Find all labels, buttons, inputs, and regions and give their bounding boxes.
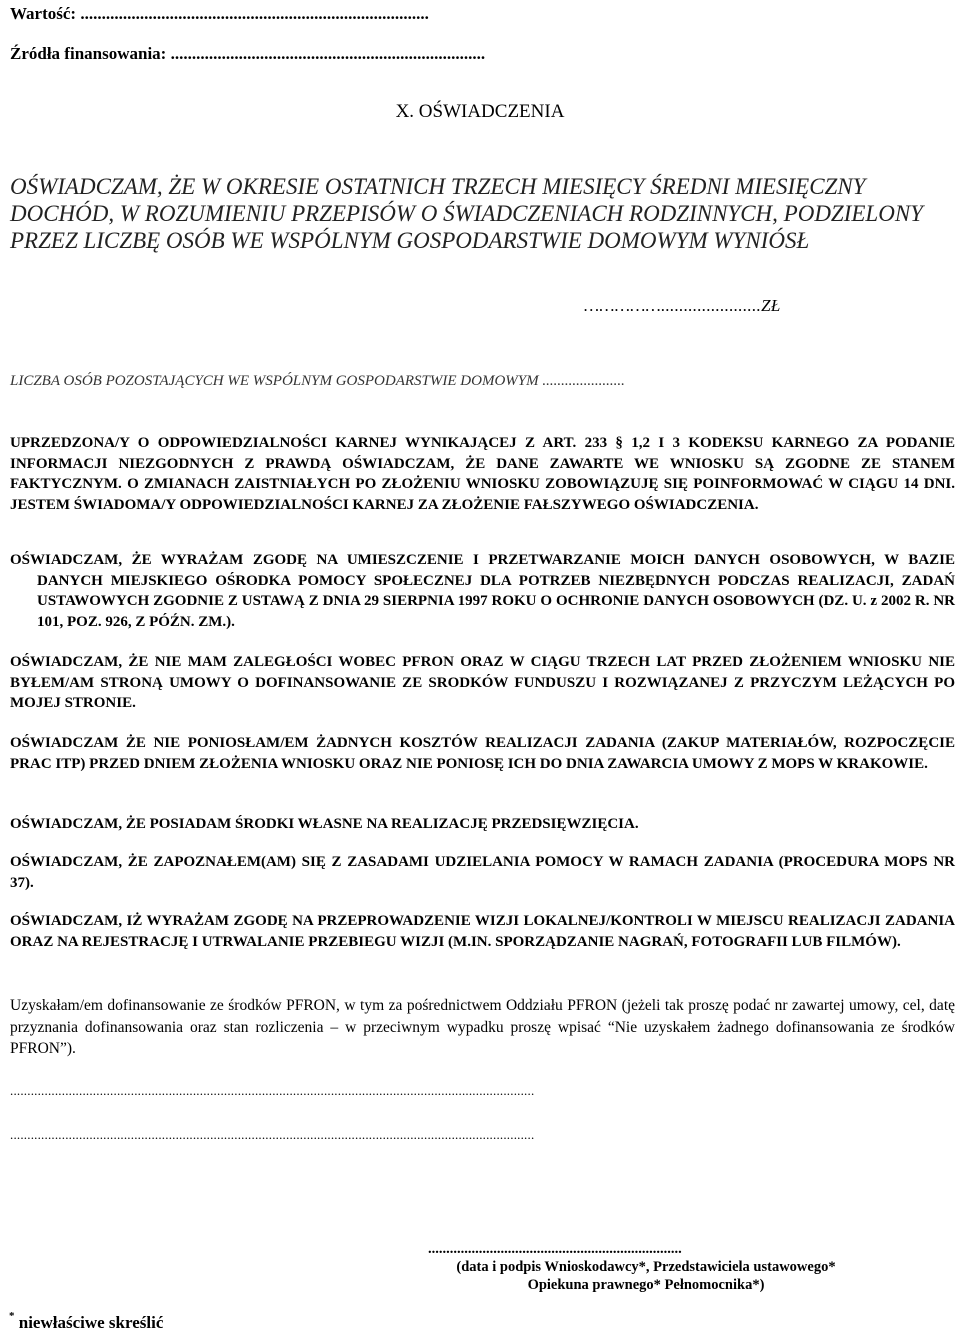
value-field-label: Wartość: .................................................................................. <box>10 4 429 23</box>
pfron-answer-line-1[interactable]: ........................................................................................................................................................ <box>10 1083 535 1098</box>
signature-block <box>416 1240 876 1294</box>
household-persons-label: LICZBA OSÓB POZOSTAJĄCYCH WE WSPÓLNYM GOSPODARSTWIE DOMOWYM ...................... <box>10 373 625 389</box>
pfron-funding-statement: Uzyskałam/em dofinansowanie ze środków PFRON, w tym za pośrednictwem Oddziału PFRON (jeżeli tak proszę podać nr zawartej umowy, cel, datę przyznania dofinansowania oraz stan rozliczenia – w przeciwnym wypadku proszę wpisać “Nie uzyskałem żadnego dofinansowania ze środków PFRON”). <box>10 997 955 1057</box>
footnote <box>9 1310 163 1333</box>
declaration-no-costs: OŚWIADCZAM ŻE NIE PONIOSŁAM/EM ŻADNYCH KOSZTÓW REALIZACJI ZADANIA (ZAKUP MATERIAŁÓW, ROZPOCZĘCIE PRAC ITP) PRZED DNIEM ZŁOŻENIA WNIOSKU ORAZ NIE PONIOSĘ ICH DO DNIA ZAWARCIA UMOWY Z MOPS W KRAKOWIE. <box>10 735 955 772</box>
funding-sources-label: Źródła finansowania: .......................................................................... <box>10 44 486 63</box>
signature-dots[interactable]: ...................................................................... <box>428 1241 682 1257</box>
declaration-pfron-arrears: OŚWIADCZAM, ŻE NIE MAM ZALEGŁOŚCI WOBEC PFRON ORAZ W CIĄGU TRZECH LAT PRZED ZŁOŻENIEM WNIOSKU NIE BYŁEM/AM STRONĄ UMOWY O DOFINANSOWANIE ZE SRODKÓW FUNDUSZU I ROZWIĄZANEJ Z PRZYCZYM LEŻĄCYCH PO MOJEJ STRONIE. <box>10 654 955 711</box>
pfron-answer-line-2[interactable]: ........................................................................................................................................................ <box>10 1127 535 1142</box>
declaration-personal-data: OŚWIADCZAM, ŻE WYRAŻAM ZGODĘ NA UMIESZCZENIE I PRZETWARZANIE MOICH DANYCH OSOBOWYCH, W BAZIE DANYCH MIEJSKIEGO OŚRODKA POMOCY SPOŁECZNEJ DLA POTRZEB NIEZBĘDNYCH PODCZAS REALIZACJI, ZADAŃ USTAWOWYCH ZGODNIE Z USTAWĄ Z DNIA 29 SIERPNIA 1997 ROKU O OCHRONIE DANYCH OSOBOWYCH (DZ. U. z 2002 R. NR 101, POZ. 926, Z PÓŹN. ZM.). <box>10 552 955 630</box>
declaration-own-funds: OŚWIADCZAM, ŻE POSIADAM ŚRODKI WŁASNE NA REALIZACJĘ PRZEDSIĘWZIĘCIA. <box>10 816 639 832</box>
footnote-text: niewłaściwe skreślić <box>18 1313 164 1332</box>
declaration-criminal-liability: UPRZEDZONA/Y O ODPOWIEDZIALNOŚCI KARNEJ WYNIKAJĄCEJ Z ART. 233 § 1,2 I 3 KODEKSU KARNEGO ZA PODANIE INFORMACJI NIEZGODNYCH Z PRAWDĄ OŚWIADCZAM, ŻE DANE ZAWARTE WE WNIOSKU SĄ ZGODNE ZE STANEM FAKTYCZNYM. O ZMIANACH ZAISTNIAŁYCH PO ZŁOŻENIU WNIOSKU ZOBOWIĄZUJĘ SIĘ POINFORMOWAĆ W CIĄGU 14 DNI. JESTEM ŚWIADOMA/Y ODPOWIEDZIALNOŚCI KARNEJ ZA ZŁOŻENIE FAŁSZYWEGO OŚWIADCZENIA. <box>10 435 955 513</box>
signature-caption-line-1: (data i podpis Wnioskodawcy*, Przedstawiciela ustawowego* <box>456 1259 836 1275</box>
section-title: X. OŚWIADCZENIA <box>395 101 565 122</box>
signature-caption-line-2: Opiekuna prawnego* Pełnomocnika*) <box>527 1277 765 1293</box>
income-statement: OŚWIADCZAM, ŻE W OKRESIE OSTATNICH TRZECH MIESIĘCY ŚREDNI MIESIĘCZNY DOCHÓD, W ROZUMIENIU PRZEPISÓW O ŚWIADCZENIACH RODZINNYCH, PODZIELONY PRZEZ LICZBĘ OSÓB WE WSPÓLNYM GOSPODARSTWIE DOMOWYM WYNIÓSŁ <box>10 174 923 253</box>
footnote-mark: * <box>9 1310 15 1322</box>
income-amount-line: ……………......................ZŁ <box>584 296 781 315</box>
declaration-inspection-consent: OŚWIADCZAM, IŻ WYRAŻAM ZGODĘ NA PRZEPROWADZENIE WIZJI LOKALNEJ/KONTROLI W MIEJSCU REALIZACJI ZADANIA ORAZ NA REJESTRACJĘ I UTRWALANIE PRZEBIEGU WIZJI (M.IN. SPORZĄDZANIE NAGRAŃ, FOTOGRAFII LUB FILMÓW). <box>10 913 955 950</box>
declaration-rules-read: OŚWIADCZAM, ŻE ZAPOZNAŁEM(AM) SIĘ Z ZASADAMI UDZIELANIA POMOCY W RAMACH ZADANIA (PROCEDURA MOPS NR 37). <box>10 854 955 891</box>
